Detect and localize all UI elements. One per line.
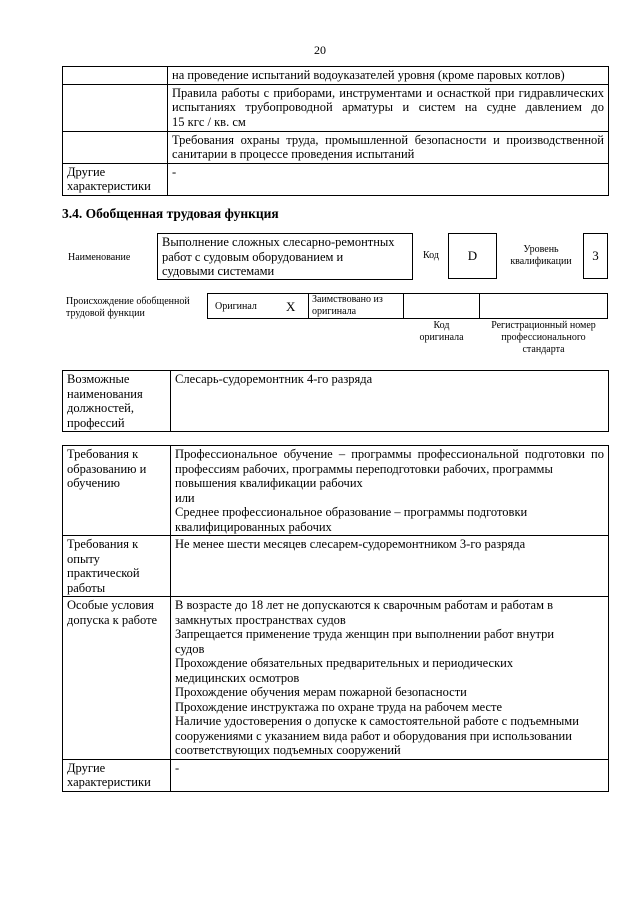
page-number: 20 xyxy=(314,43,326,57)
table-cell-value xyxy=(171,597,609,760)
label-line: обучению xyxy=(67,476,120,490)
text-line: Происхождение обобщенной xyxy=(66,296,190,307)
code-label: Код xyxy=(423,250,439,261)
label-line: работы xyxy=(67,580,106,595)
text-line: Регистрационный номер xyxy=(491,320,596,331)
table-row xyxy=(63,759,609,791)
text-line: замкнутых пространствах судов xyxy=(175,612,346,627)
label-line: характеристики xyxy=(67,179,151,193)
label-line: Особые условия xyxy=(67,598,154,612)
text-line: санитарии в процессе проведения испытаний xyxy=(172,147,415,161)
text-line: испытаниях трубопроводной арматуры и систем на судне давлением до xyxy=(172,100,604,114)
label-line: Возможные xyxy=(67,372,130,386)
text-line: Требования охраны труда, промышленной безопасности и производственной xyxy=(172,132,604,147)
text-line: оригинала xyxy=(312,306,357,317)
text-line: работ с судовым оборудованием и xyxy=(162,249,344,264)
text-line: Прохождение обучения мерам пожарной безопасности xyxy=(175,685,467,699)
code-value-box: D xyxy=(448,233,497,279)
label-line: наименования xyxy=(67,386,143,401)
label-line: Другие xyxy=(67,164,106,179)
text-line: профессионального xyxy=(501,332,586,343)
original-label: Оригинал xyxy=(215,301,257,312)
text-line: Уровень xyxy=(523,244,559,255)
table-row xyxy=(63,597,609,760)
table-cell-label xyxy=(63,67,168,85)
text-line: квалификации xyxy=(510,256,572,267)
text-line: на проведение испытаний водоуказателей уровня (кроме паровых котлов) xyxy=(172,68,565,82)
table-row xyxy=(63,163,609,195)
label-line: Другие xyxy=(67,760,106,775)
table-row xyxy=(63,67,609,85)
table-cell-label xyxy=(63,536,171,597)
text-line: соответствующих подъемных сооружений xyxy=(175,743,401,757)
text-line: медицинских осмотров xyxy=(175,670,300,685)
table-cell-value xyxy=(171,536,609,597)
table-row xyxy=(63,536,609,597)
function-name-box xyxy=(157,233,413,280)
text-line: трудовой функции xyxy=(66,308,145,319)
text-line: Правила работы с приборами, инструментами и оснасткой при гидравлических xyxy=(172,85,604,100)
label-line: допуска к работе xyxy=(67,612,158,627)
table-row xyxy=(63,131,609,163)
table-row xyxy=(63,84,609,131)
text-line: Среднее профессиональное образование – программы подготовки xyxy=(175,505,528,519)
text-line: Запрещается применение труда женщин при выполнении работ внутри xyxy=(175,627,555,641)
label-line: Требования к xyxy=(67,447,139,461)
text-line: сооружениями с указанием вида работ и оборудования при использовании xyxy=(175,728,572,743)
origin-borrowed-box xyxy=(308,293,404,319)
table-cell-label xyxy=(63,446,171,536)
text-line: Код xyxy=(433,320,450,331)
text-line: Профессиональное обучение – программы профессиональной подготовки по xyxy=(175,447,604,461)
table-cell-label xyxy=(63,163,168,195)
level-value-box: 3 xyxy=(583,233,608,279)
table-cell-value xyxy=(168,84,609,131)
table-row xyxy=(63,446,609,536)
requirements-table xyxy=(62,445,609,792)
text-line: оригинала xyxy=(419,332,464,343)
label-line: профессий xyxy=(67,415,125,430)
label-line: должностей, xyxy=(67,401,134,415)
origin-original-box xyxy=(207,293,309,319)
table-cell-label xyxy=(63,131,168,163)
table-cell-value: - xyxy=(168,163,609,195)
text-line: - xyxy=(175,760,180,775)
text-line: Прохождение обязательных предварительных и периодических xyxy=(175,656,514,670)
text-line: судовыми системами xyxy=(162,264,275,278)
table-cell-label xyxy=(63,759,171,791)
section-heading: 3.4. Обобщенная трудовая функция xyxy=(62,206,279,221)
original-mark: X xyxy=(286,299,296,314)
name-label: Наименование xyxy=(68,252,131,263)
positions-table xyxy=(62,370,609,432)
origin-label xyxy=(66,296,206,320)
text-line: профессиям рабочих, программы переподготовки рабочих, программы xyxy=(175,461,553,476)
code-caption xyxy=(403,320,480,344)
text-line: Прохождение инструктажа по охране труда на рабочем месте xyxy=(175,699,503,714)
label-line: характеристики xyxy=(67,775,151,789)
text-line: или xyxy=(175,490,195,505)
label-line: образованию и xyxy=(67,461,147,476)
label-line: опыту xyxy=(67,551,100,566)
text-line: Заимствовано из xyxy=(312,294,383,305)
text-line: Не менее шести месяцев слесарем-судоремонтником 3-го разряда xyxy=(175,537,526,551)
text-line: квалифицированных рабочих xyxy=(175,519,332,534)
table-cell-value xyxy=(171,446,609,536)
text-line: Наличие удостоверения о допуске к самостоятельной работе с подъемными xyxy=(175,714,579,728)
table-cell-label xyxy=(63,371,171,432)
table-row xyxy=(63,371,609,432)
level-label xyxy=(503,244,579,268)
top-table xyxy=(62,66,609,196)
table-cell-label xyxy=(63,597,171,760)
table-cell-value xyxy=(171,759,609,791)
table-cell-label xyxy=(63,84,168,131)
text-line: 15 кгс / кв. см xyxy=(172,114,246,129)
text-line: судов xyxy=(175,641,205,656)
text-line: повышения квалификации рабочих xyxy=(175,476,363,490)
text-line: Выполнение сложных слесарно-ремонтных xyxy=(162,235,395,249)
reg-caption xyxy=(479,320,608,356)
table-cell-value: Слесарь-судоремонтник 4-го разряда xyxy=(171,371,609,432)
origin-reg-box xyxy=(479,293,608,319)
label-line: практической xyxy=(67,566,140,580)
origin-code-box xyxy=(403,293,480,319)
table-cell-value xyxy=(168,67,609,85)
text-line: В возрасте до 18 лет не допускаются к сварочным работам и работам в xyxy=(175,598,554,612)
label-line: Требования к xyxy=(67,537,139,551)
text-line: стандарта xyxy=(522,344,565,355)
table-cell-value xyxy=(168,131,609,163)
